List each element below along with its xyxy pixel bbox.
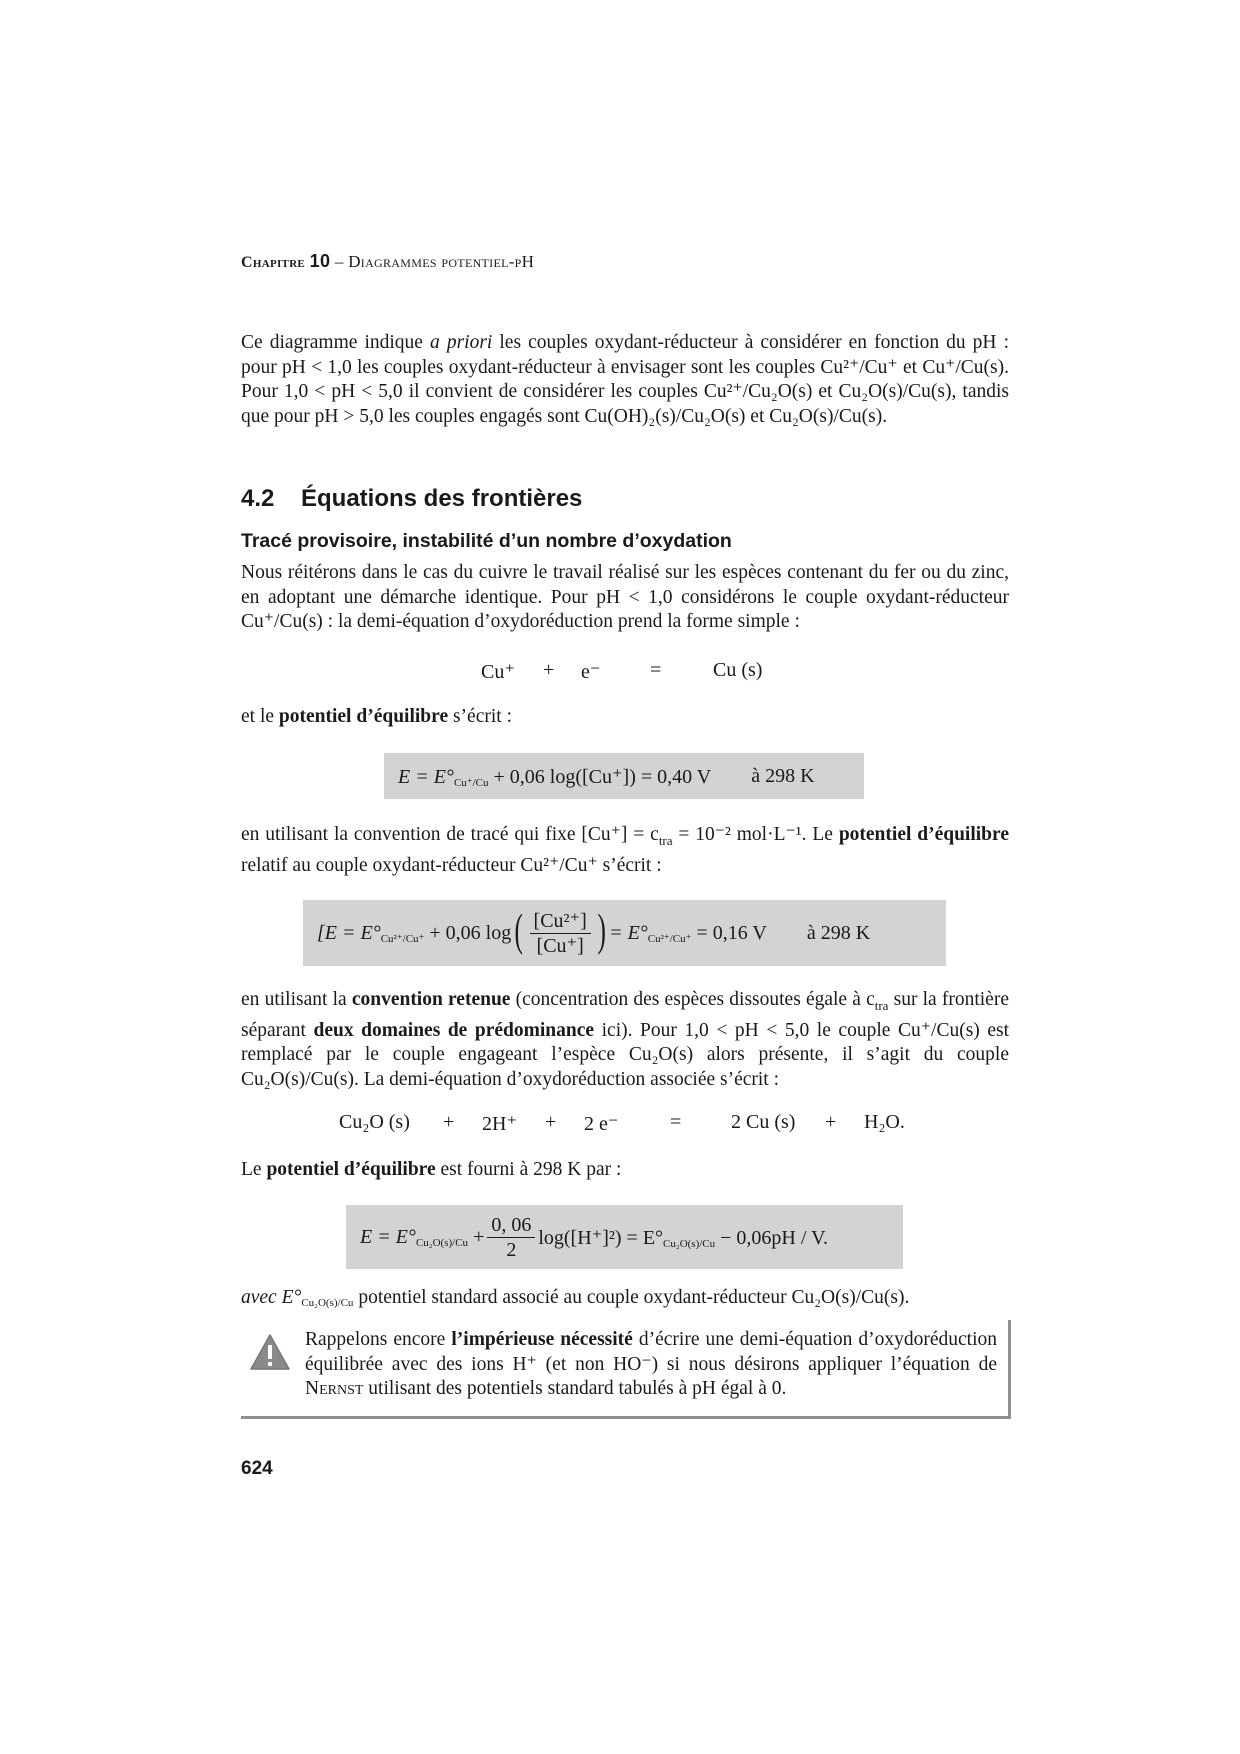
chapter-title: Diagrammes potentiel-pH <box>348 252 535 271</box>
p3-text-3: relatif au couple oxydant-réducteur Cu²⁺/Cu⁺ s’écrit : <box>241 854 662 876</box>
warning-box <box>241 1320 1011 1419</box>
p3-text-1: en utilisant la convention de tracé qui fixe [Cu⁺] = c <box>241 824 659 845</box>
p5-text-1: Le <box>241 1159 267 1180</box>
box3-lhs-sub: Cu₂O(s)/Cu <box>415 1236 469 1249</box>
p2-text-2: s’écrit : <box>448 706 512 727</box>
intro-emphasis: a priori <box>430 332 493 353</box>
half-eq-1-term-1: Cu⁺ <box>481 661 515 683</box>
paragraph-5 <box>241 1158 1009 1183</box>
chapter-number: 10 <box>309 251 331 271</box>
warning-text-3: utilisant des potentiels standard tabulés à pH égal à 0. <box>363 1378 787 1400</box>
running-head <box>241 251 534 272</box>
warning-text-2: d’écrire une demi-équation d’oxydoréduction équilibrée avec des ions H⁺ (et non HO⁻) si nous désirons appliquer l’équation de <box>305 1329 997 1375</box>
warning-bold: l’impérieuse nécessité <box>451 1329 633 1350</box>
box1-rhs: + 0,06 log([Cu⁺]) = 0,40 V <box>488 765 712 788</box>
paragraph-6 <box>241 1286 1009 1316</box>
section-heading <box>241 485 582 513</box>
half-eq-1-term-4: = <box>650 659 662 681</box>
box3-mid: log([H⁺]²) = E° <box>538 1226 664 1249</box>
box3-plus: + <box>468 1225 485 1248</box>
half-eq-1-term-5: Cu (s) <box>713 659 763 681</box>
p3-text-2: = 10⁻² mol·L⁻¹. Le <box>672 824 839 845</box>
intro-text-2: les couples oxydant-réducteur à considérer en fonction du pH : pour pH < 1,0 les couples oxydant-réducteur à envisager sont les couples Cu²⁺/Cu⁺ et Cu⁺/Cu(s). Pour 1,0 < pH < 5,0 il convient de considérer les couples Cu²⁺/Cu₂O(s) et Cu₂O(s)/Cu(s), tandis que pour pH > 5,0 les couples engagés sont Cu(OH)₂(s)/Cu₂O(s) et Cu₂O(s)/Cu(s). <box>241 332 1009 427</box>
half-eq-2-term-8: + <box>825 1111 837 1133</box>
box2-condition: à 298 K <box>806 921 871 944</box>
box2-eq-sub: Cu²⁺/Cu⁺ <box>647 932 692 945</box>
half-eq-2-term-2: + <box>443 1111 455 1133</box>
half-equation-2 <box>0 1111 1240 1137</box>
intro-paragraph <box>241 331 1009 429</box>
box1-condition: à 298 K <box>751 764 815 787</box>
p2-bold: potentiel d’équilibre <box>278 706 449 727</box>
paragraph-2 <box>241 705 1009 730</box>
paragraph-4 <box>241 988 1009 1092</box>
paragraph-3 <box>241 823 1009 878</box>
box2-eq: = E° <box>609 921 648 944</box>
box2-rhs: = 0,16 V <box>691 921 767 944</box>
half-eq-2-term-9: H₂O. <box>864 1111 905 1133</box>
warning-text-1: Rappelons encore <box>305 1329 452 1350</box>
open-paren: ( <box>514 904 524 955</box>
p2-text-1: et le <box>241 706 279 727</box>
warning-triangle-icon <box>248 1332 292 1377</box>
half-equation-1 <box>0 659 1240 685</box>
half-eq-1-term-3: e⁻ <box>581 661 601 683</box>
p4-text-4: ici). Pour 1,0 < pH < 5,0 le couple Cu⁺/Cu(s) est remplacé par le couple engageant l’espèce Cu₂O(s) alors présente, il s’agit du couple Cu₂O(s)/Cu(s). La demi-équation d’oxydoréduction associée s’écrit : <box>241 1019 1009 1090</box>
box3-rhs: − 0,06pH / V. <box>715 1226 828 1249</box>
box1-lhs: E = E° <box>398 765 454 788</box>
p4-bold-2: deux domaines de prédominance <box>313 1019 595 1041</box>
half-eq-2-term-5: 2 e⁻ <box>584 1113 619 1135</box>
half-eq-1-term-2: + <box>543 659 555 681</box>
subsection-heading: Tracé provisoire, instabilité d’un nombre d’oxydation <box>241 530 732 552</box>
p3-sub: tra <box>658 833 673 848</box>
p4-text-1: en utilisant la <box>241 989 352 1010</box>
equation-box-1 <box>384 753 864 799</box>
intro-text-1: Ce diagramme indique <box>241 332 431 353</box>
box2-lhs-sub: Cu²⁺/Cu⁺ <box>380 932 425 945</box>
p3-bold: potentiel d’équilibre <box>838 824 1009 845</box>
section-title: Équations des frontières <box>301 485 583 512</box>
close-paren: ) <box>597 904 606 955</box>
box2-fraction <box>530 910 591 957</box>
p4-sub: tra <box>874 998 889 1013</box>
page-number: 624 <box>241 1458 273 1479</box>
box2-denominator: [Cu⁺] <box>536 934 584 957</box>
p5-bold: potentiel d’équilibre <box>266 1159 436 1180</box>
section-number: 4.2 <box>241 485 275 512</box>
box2-mid: + 0,06 log <box>424 921 512 944</box>
box3-fraction <box>487 1214 535 1261</box>
half-eq-2-term-7: 2 Cu (s) <box>731 1111 796 1133</box>
p4-text-2: (concentration des espèces dissoutes égale à c <box>510 989 875 1010</box>
half-eq-2-term-1: Cu₂O (s) <box>339 1111 410 1133</box>
box2-lhs: [E = E° <box>317 921 381 944</box>
warning-nernst: Nernst <box>305 1378 364 1400</box>
p5-text-2: est fourni à 298 K par : <box>435 1159 622 1180</box>
p4-bold-1: convention retenue <box>351 989 511 1010</box>
paragraph-1: Nous réitérons dans le cas du cuivre le travail réalisé sur les espèces contenant du fer ou du zinc, en adoptant une démarche identique. Pour pH < 1,0 considérons le couple oxydant-réducteur Cu⁺/Cu(s) : la demi-équation d’oxydoréduction prend la forme simple : <box>241 562 1009 633</box>
half-eq-2-term-4: + <box>545 1111 557 1133</box>
p4-text-3: sur la frontière séparant <box>241 989 1009 1041</box>
chapter-word: Chapitre <box>241 254 306 271</box>
box3-mid-sub: Cu₂O(s)/Cu <box>663 1237 716 1250</box>
box1-lhs-sub: Cu⁺/Cu <box>453 776 489 789</box>
equation-box-3 <box>346 1205 903 1269</box>
warning-text <box>305 1328 997 1402</box>
p6-symbol: avec E° <box>241 1287 302 1308</box>
box3-numerator: 0, 06 <box>487 1214 535 1238</box>
running-head-separator: – <box>334 252 344 271</box>
equation-box-2 <box>303 900 946 966</box>
box3-lhs: E = E° <box>360 1225 416 1248</box>
half-eq-2-term-3: 2H⁺ <box>482 1113 517 1135</box>
box3-denominator: 2 <box>506 1238 517 1261</box>
box2-numerator: [Cu²⁺] <box>530 910 591 934</box>
half-eq-2-term-6: = <box>670 1111 682 1133</box>
p6-sub: Cu₂O(s)/Cu <box>301 1297 354 1309</box>
p6-text: potentiel standard associé au couple oxydant-réducteur Cu₂O(s)/Cu(s). <box>353 1287 910 1308</box>
